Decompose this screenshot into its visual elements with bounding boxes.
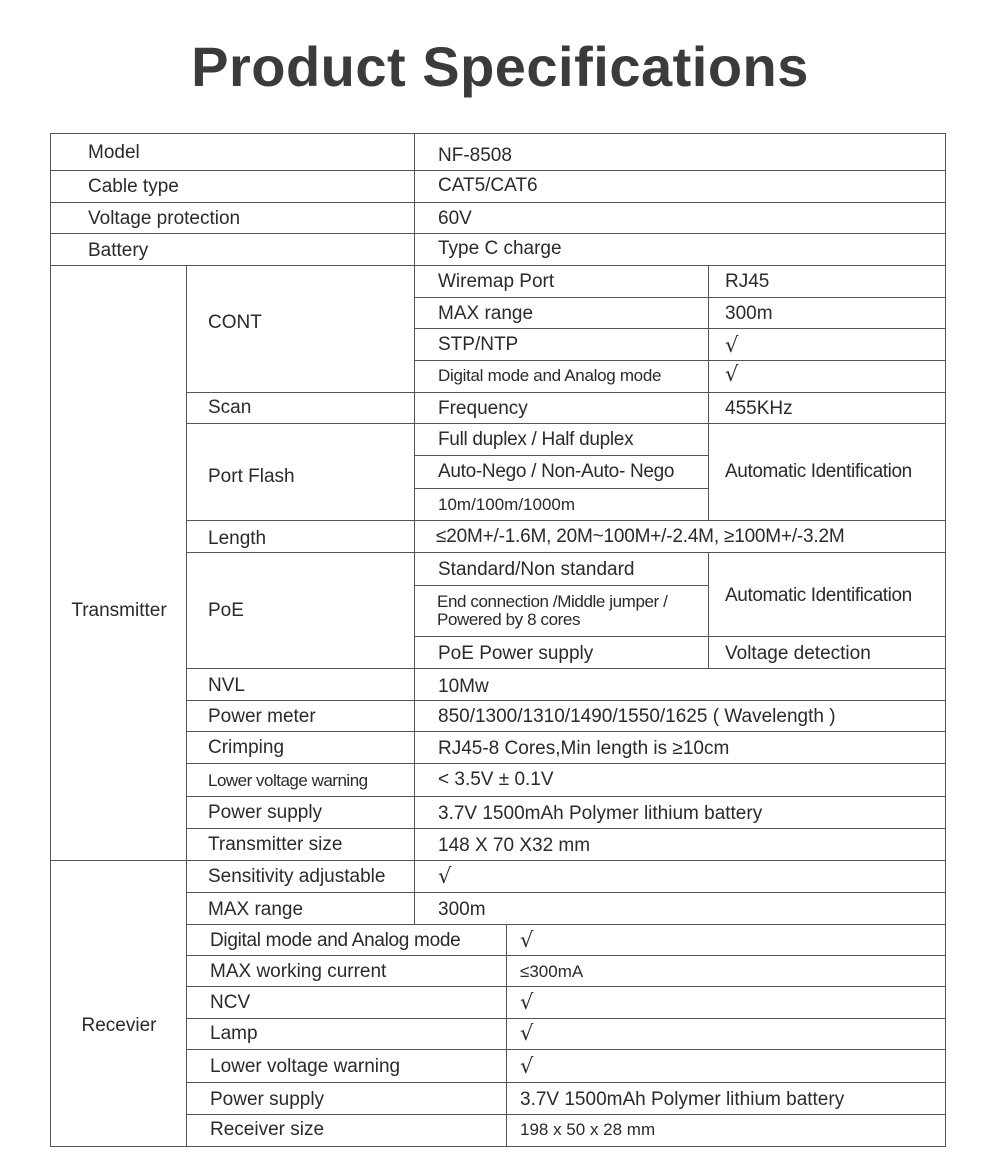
grid-line-vertical	[50, 133, 51, 1147]
sensitivity-check: √	[438, 864, 452, 889]
wiremap-port-label: Wiremap Port	[438, 270, 555, 292]
poe-item: End connection /Middle jumper / Powered by 8 cores	[437, 592, 668, 629]
transmitter-size-value: 148 X 70 X32 mm	[438, 834, 591, 856]
battery-value: Type C charge	[438, 237, 562, 259]
grid-line-horizontal	[50, 133, 946, 134]
grid-line-vertical	[414, 133, 415, 925]
cont-digital-analog-check: √	[725, 361, 739, 386]
poe-label: PoE	[208, 599, 244, 621]
crimping-label: Crimping	[208, 736, 285, 758]
length-value: ≤20M+/-1.6M, 20M~100M+/-2.4M, ≥100M+/-3.2M	[436, 525, 845, 547]
cont-max-range-label: MAX range	[438, 302, 534, 324]
poe-power-supply-label: PoE Power supply	[438, 642, 594, 664]
grid-line-vertical	[708, 392, 709, 424]
cable-type-label: Cable type	[88, 176, 179, 198]
grid-line-vertical	[708, 265, 709, 393]
poe-power-supply-value: Voltage detection	[725, 642, 871, 664]
grid-line-horizontal	[50, 1146, 946, 1147]
transmitter-label: Transmitter	[71, 600, 167, 622]
lamp-label: Lamp	[210, 1022, 258, 1044]
lamp-check: √	[520, 1021, 534, 1046]
voltage-protection-label: Voltage protection	[88, 207, 241, 229]
grid-line-vertical	[186, 265, 187, 1147]
model-value: NF-8508	[438, 145, 512, 167]
receiver-size-value: 198 x 50 x 28 mm	[520, 1119, 656, 1139]
page-title: Product Specifications	[191, 35, 809, 98]
rx-max-range-value: 300m	[438, 898, 486, 920]
frequency-label: Frequency	[438, 397, 528, 419]
max-current-value: ≤300mA	[520, 961, 584, 981]
ncv-check: √	[520, 990, 534, 1015]
battery-label: Battery	[88, 239, 149, 261]
receiver-label: Recevier	[81, 1015, 157, 1037]
rx-power-supply-value: 3.7V 1500mAh Polymer lithium battery	[520, 1088, 845, 1110]
nvl-label: NVL	[208, 674, 245, 696]
grid-line-horizontal	[186, 1082, 946, 1083]
rx-power-supply-label: Power supply	[210, 1088, 325, 1110]
rx-lower-voltage-check: √	[520, 1054, 534, 1079]
port-flash-item: 10m/100m/1000m	[438, 495, 576, 515]
rx-max-range-label: MAX range	[208, 898, 304, 920]
tx-lower-voltage-label: Lower voltage warning	[208, 770, 368, 790]
ncv-label: NCV	[210, 991, 251, 1013]
tx-power-supply-value: 3.7V 1500mAh Polymer lithium battery	[438, 802, 763, 824]
grid-line-horizontal	[414, 585, 709, 586]
port-flash-item: Auto-Nego / Non-Auto- Nego	[438, 460, 675, 482]
tx-lower-voltage-value: < 3.5V ± 0.1V	[438, 768, 554, 790]
rx-lower-voltage-label: Lower voltage warning	[210, 1055, 401, 1077]
crimping-value: RJ45-8 Cores,Min length is ≥10cm	[438, 737, 730, 759]
grid-line-vertical	[506, 924, 507, 1147]
grid-line-vertical	[708, 423, 709, 521]
power-meter-value: 850/1300/1310/1490/1550/1625 ( Wavelength )	[438, 705, 836, 727]
rx-digital-analog-check: √	[520, 928, 534, 953]
receiver-size-label: Receiver size	[210, 1118, 325, 1140]
grid-line-vertical	[945, 133, 946, 1147]
cable-type-value: CAT5/CAT6	[438, 175, 538, 197]
grid-line-horizontal	[186, 1049, 946, 1050]
voltage-protection-value: 60V	[438, 207, 472, 229]
scan-label: Scan	[208, 396, 252, 418]
port-flash-label: Port Flash	[208, 465, 295, 487]
port-flash-item: Full duplex / Half duplex	[438, 428, 634, 450]
length-label: Length	[208, 527, 267, 549]
power-meter-label: Power meter	[208, 705, 316, 727]
tx-power-supply-label: Power supply	[208, 801, 323, 823]
cont-label: CONT	[208, 312, 262, 334]
grid-line-horizontal	[414, 488, 709, 489]
cont-max-range-value: 300m	[725, 302, 773, 324]
model-label: Model	[88, 142, 140, 164]
stp-ntp-label: STP/NTP	[438, 334, 519, 356]
stp-ntp-check: √	[725, 332, 739, 357]
poe-item: Standard/Non standard	[438, 558, 635, 580]
nvl-value: 10Mw	[438, 675, 489, 697]
transmitter-size-label: Transmitter size	[208, 833, 343, 855]
grid-line-horizontal	[414, 636, 946, 637]
grid-line-horizontal	[186, 892, 946, 893]
wiremap-port-value: RJ45	[725, 270, 770, 292]
max-current-label: MAX working current	[210, 960, 387, 982]
rx-digital-analog-label: Digital mode and Analog mode	[210, 929, 461, 951]
sensitivity-label: Sensitivity adjustable	[208, 865, 386, 887]
cont-digital-analog-label: Digital mode and Analog mode	[438, 366, 662, 386]
frequency-value: 455KHz	[725, 397, 793, 419]
poe-value: Automatic Identification	[725, 584, 912, 606]
port-flash-value: Automatic Identification	[725, 460, 912, 482]
